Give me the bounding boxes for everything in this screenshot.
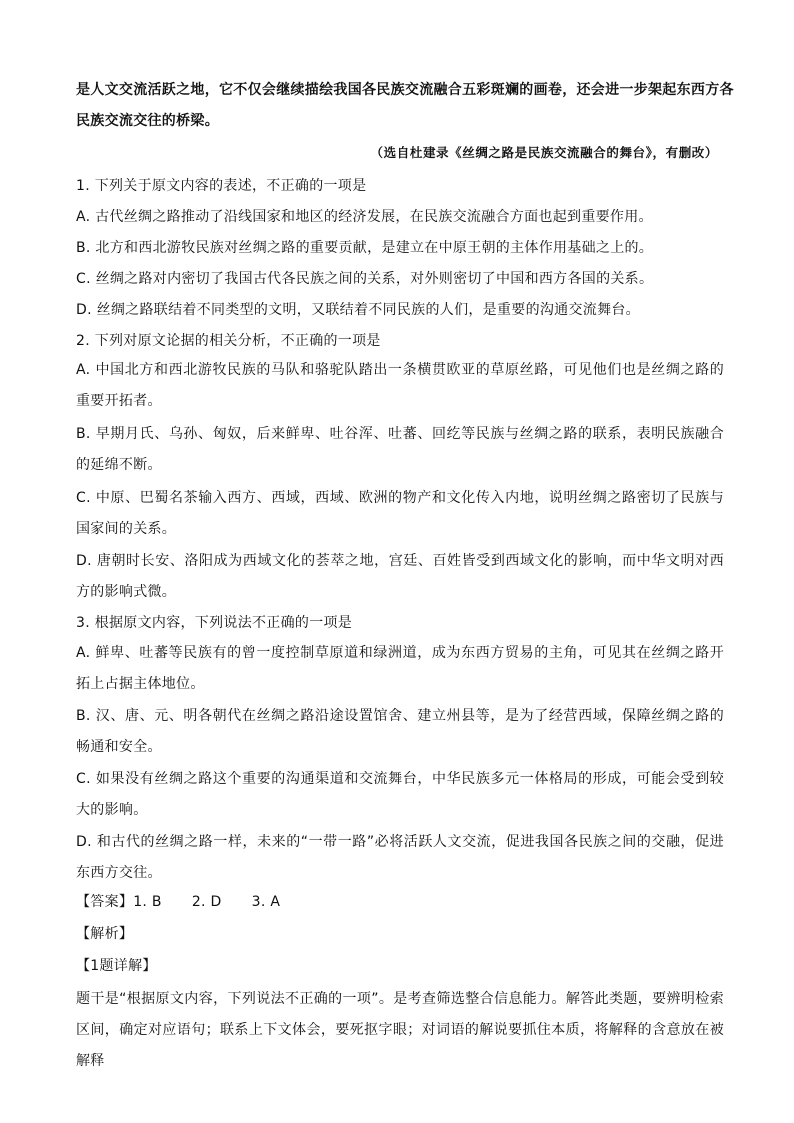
question-2-option-d: D. 唐朝时长安、洛阳成为西域文化的荟萃之地，宫廷、百姓皆受到西域文化的影响，而中华文明对西方的影响式微。 (76, 553, 724, 600)
passage-line-1: 是人文交流活跃之地，它不仅会继续描绘我国各民族交流融合五彩斑斓的画卷，还会进一步架起东西方各 (76, 82, 734, 98)
question-3-option-d: D. 和古代的丝绸之路一样，未来的“一带一路”必将活跃人文交流，促进我国各民族之间的交融，促进东西方交往。 (76, 834, 724, 881)
analysis-text: 题干是“根据原文内容，下列说法不正确的一项”。是考查筛选整合信息能力。解答此类题，要辨明检索区间，确定对应语句；联系上下文体会，要死抠字眼；对词语的解说要抓住本质，将解释的含意放在被解释 (76, 991, 724, 1069)
answer-line (76, 888, 736, 916)
question-1-option-b: B. 北方和西北游牧民族对丝绸之路的重要贡献，是建立在中原王朝的主体作用基础之上的。 (76, 240, 654, 256)
passage-source: （选自杜建录《丝绸之路是民族交流融合的舞台》，有删改） (370, 145, 718, 160)
question-3-option-b: B. 汉、唐、元、明各朝代在丝绸之路沿途设置馆舍、建立州县等，是为了经营西域，保障丝绸之路的畅通和安全。 (76, 708, 724, 755)
question-2-stem: 2. 下列对原文论据的相关分析，不正确的一项是 (76, 333, 381, 349)
question-3-option-c: C. 如果没有丝绸之路这个重要的沟通渠道和交流舞台，中华民族多元一体格局的形成，可能会受到较大的影响。 (76, 771, 724, 818)
question-1-option-a: A. 古代丝绸之路推动了沿线国家和地区的经济发展，在民族交流融合方面也起到重要作用。 (76, 209, 653, 225)
answer-label: 【答案】 (76, 894, 134, 910)
analysis-sub-label: 【1题详解】 (76, 958, 157, 974)
question-2-option-a: A. 中国北方和西北游牧民族的马队和骆驼队踏出一条横贯欧亚的草原丝路，可见他们也是丝绸之路的重要开拓者。 (76, 362, 724, 409)
question-3-option-a: A. 鲜卑、吐蕃等民族有的曾一度控制草原道和绿洲道，成为东西方贸易的主角，可见其在丝绸之路开拓上占据主体地位。 (76, 645, 724, 692)
question-3-stem: 3. 根据原文内容，下列说法不正确的一项是 (76, 615, 353, 631)
question-1-option-d: D. 丝绸之路联结着不同类型的文明，又联结着不同民族的人们，是重要的沟通交流舞台。 (76, 302, 640, 318)
question-2-option-b: B. 早期月氏、乌孙、匈奴，后来鲜卑、吐谷浑、吐蕃、回纥等民族与丝绸之路的联系，表明民族融合的延绵不断。 (76, 426, 724, 473)
question-1-stem: 1. 下列关于原文内容的表述，不正确的一项是 (76, 178, 367, 194)
question-2-option-c: C. 中原、巴蜀名茶输入西方、西域，西域、欧洲的物产和文化传入内地，说明丝绸之路密切了民族与国家间的关系。 (76, 490, 724, 537)
answer-2: 2. D (191, 894, 222, 910)
analysis-label: 【解析】 (76, 926, 134, 942)
answer-1: 1. B (133, 894, 162, 910)
passage-line-2: 民族交流交往的桥梁。 (76, 113, 219, 129)
question-1-option-c: C. 丝绸之路对内密切了我国古代各民族之间的关系，对外则密切了中国和西方各国的关系。 (76, 271, 654, 287)
answer-3: 3. A (251, 894, 281, 910)
